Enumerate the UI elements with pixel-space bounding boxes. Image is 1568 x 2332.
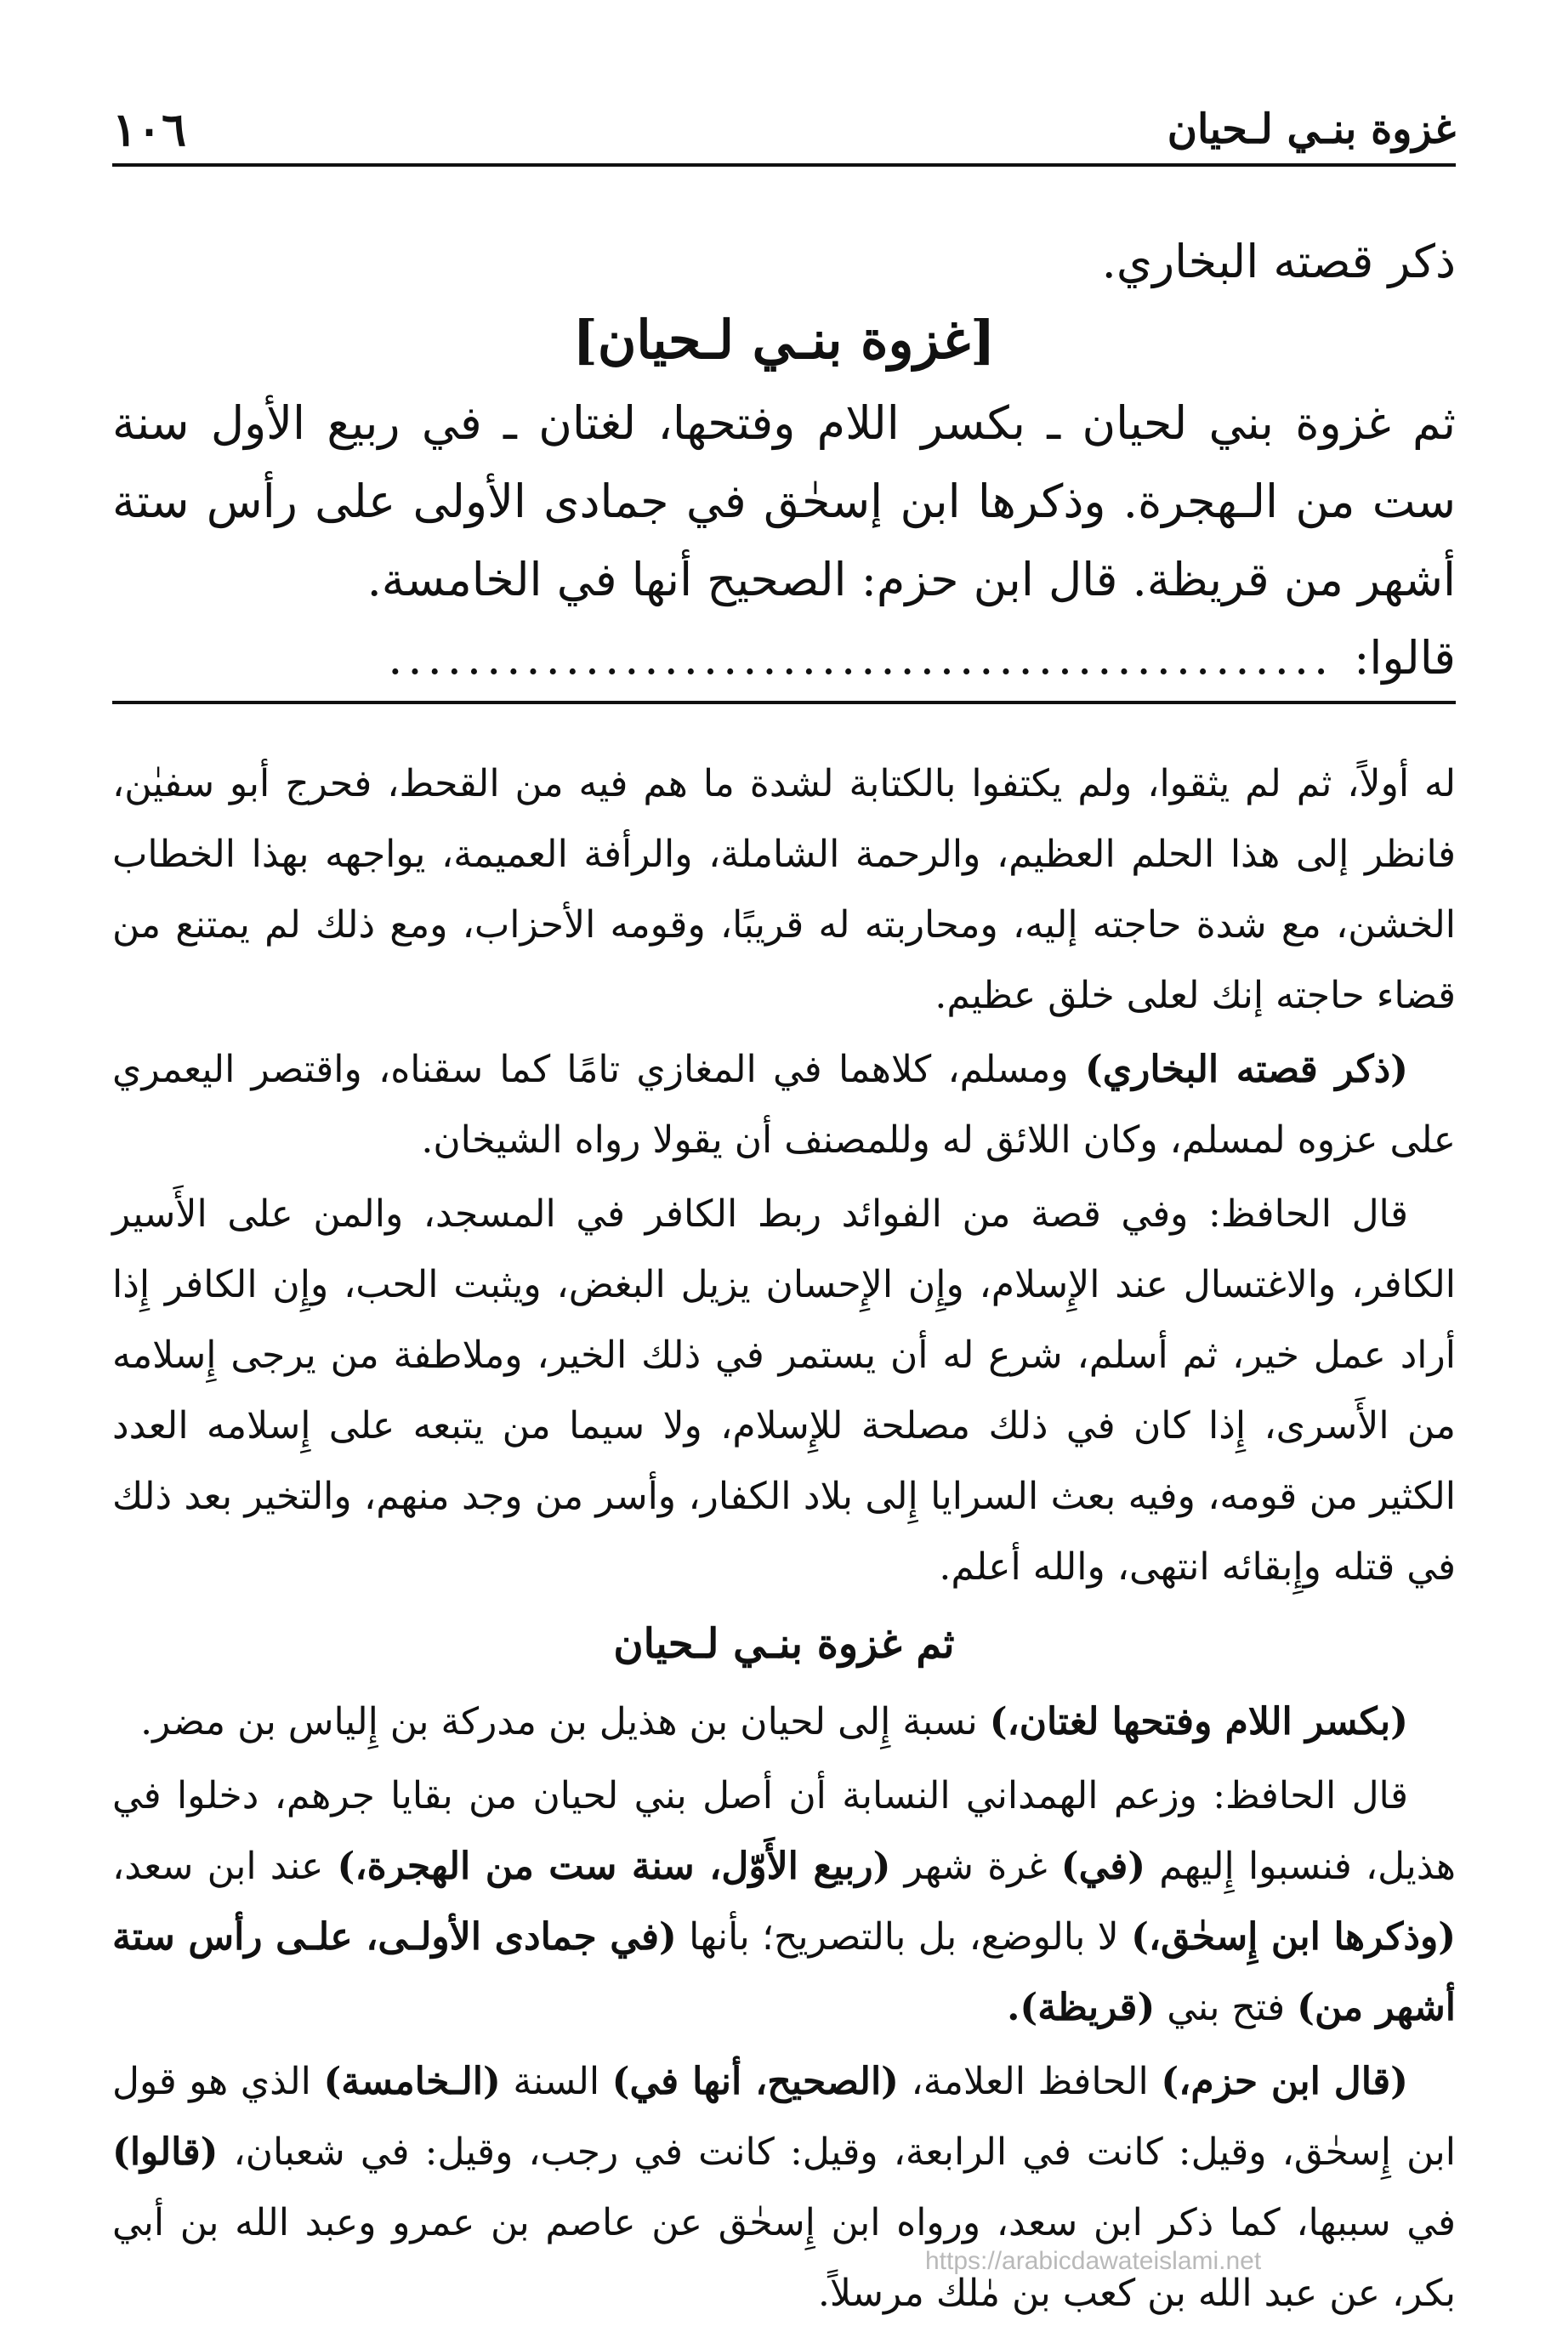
commentary-paragraph: له أولاً، ثم لم يثقوا، ولم يكتفوا بالكتابة لشدة ما هم فيه من القحط، فحرج أبو سفيٰن، فانظر إلى هذا الحلم العظيم، والرحمة الشاملة، والرأفة العميمة، يواجهه بهذا الخطاب الخشن، مع شدة حاجته إليه، ومحاربته له قريبًا، وقومه الأحزاب، ومع ذلك لم يمتنع من قضاء حاجته إنك لعلى خلق عظيم. bbox=[112, 762, 1456, 1017]
quoted-matn: (الـخامسة) bbox=[323, 2060, 501, 2103]
matn-line: ذكر قصته البخاري. bbox=[1101, 235, 1456, 288]
page-header bbox=[112, 95, 1456, 167]
commentary-text: غرة شهر bbox=[890, 1845, 1061, 1888]
commentary-paragraph bbox=[112, 1034, 1456, 1175]
commentary-paragraph: قال الحافظ: وفي قصة من الفوائد ربط الكافر في المسجد، والمن على الأَسير الكافر، والاغتسال عند الإِسلام، وإِن الإِحسان يزيل البغض، ويثبت الحب، وإِن الكافر إِذا أراد عمل خير، ثم أسلم، شرع له أن يستمر في ذلك الخير، وملاطفة من يرجى إِسلامه من الأَسرى، إِذا كان في ذلك مصلحة للإِسلام، ولا سيما من يتبعه على إِسلامه العدد الكثير من قومه، وفيه بعث السرايا إِلى بلاد الكفار، وأسر من وجد منهم، والتخير بعد ذلك في قتله وإِبقائه انتهى، والله أعلم. bbox=[112, 1192, 1456, 1589]
quoted-matn: (الصحيح، أنها في) bbox=[611, 2060, 899, 2103]
quoted-matn: (ذكر قصته البخاري) bbox=[1084, 1048, 1408, 1091]
commentary-text: عند ابن سعد، bbox=[112, 1845, 338, 1888]
running-title: غزوة بنـي لـحيان bbox=[1167, 105, 1456, 153]
quoted-matn: (ربيع الأَوّل، سنة ست من الهجرة،) bbox=[337, 1845, 891, 1888]
quoted-matn: (قالوا) bbox=[112, 2130, 219, 2174]
quoted-matn: (قريظة). bbox=[1007, 1986, 1156, 2029]
quoted-matn: (وذكرها ابن إِسحٰق،) bbox=[1131, 1915, 1457, 1959]
quoted-matn: (في) bbox=[1060, 1845, 1146, 1888]
qalu-label: قالوا: bbox=[1354, 631, 1456, 685]
commentary-text: ومسلم، كلاهما في المغازي تامًا كما سقناه، واقتصر اليعمري على عزوه لمسلم، وكان اللائق له وللمصنف أن يقولا رواه الشيخان. bbox=[112, 1048, 1456, 1162]
watermark: https://arabicdawateislami.net bbox=[925, 2247, 1262, 2275]
main-text bbox=[112, 223, 1456, 697]
continuation-line bbox=[112, 619, 1456, 697]
commentary-text: فتح بني bbox=[1155, 1986, 1298, 2029]
matn-paragraph: ثم غزوة بني لحيان ـ بكسر اللام وفتحها، لغتان ـ في ربيع الأول سنة ست من الـهجرة. وذكرها ابن إسحٰق في جمادى الأولى على رأس ستة أشهر من قريظة. قال ابن حزم: الصحيح أنها في الخامسة. bbox=[112, 396, 1456, 606]
commentary-text: الذي هو قول ابن إِسحٰق، وقيل: كانت في الرابعة، وقيل: كانت في رجب، وقيل: في شعبان، bbox=[112, 2060, 1456, 2174]
quoted-matn: (قال ابن حزم،) bbox=[1161, 2060, 1408, 2103]
commentary-text: السنة bbox=[500, 2060, 612, 2103]
dotted-leader: ................................................ bbox=[388, 631, 1334, 685]
section-title: [غزوة بنـي لـحيان] bbox=[572, 309, 996, 371]
commentary-paragraph bbox=[112, 1760, 1456, 2043]
commentary-subheading: ثم غزوة بنـي لـحيان bbox=[613, 1620, 955, 1668]
commentary-paragraph bbox=[112, 1686, 1456, 1757]
commentary-text: نسبة إِلى لحيان بن هذيل بن مدركة بن إِلياس بن مضر. bbox=[140, 1700, 990, 1743]
commentary-text: الحافظ العلامة، bbox=[898, 2060, 1162, 2103]
quoted-matn: (بكسر اللام وفتحها لغتان،) bbox=[989, 1700, 1408, 1743]
quoted-matn: (في جمادى الأولـى، علـى رأس ستة أشهر من) bbox=[112, 1915, 1456, 2029]
commentary-text: قال الحافظ: وزعم الهمداني النسابة أن أصل بني لحيان من بقايا جرهم، دخلوا في هذيل، فنسبوا إِليهم bbox=[112, 1774, 1456, 1888]
commentary-text: في سببها، كما ذكر ابن سعد، ورواه ابن إِسحٰق عن عاصم بن عمرو وعبد الله بن أبي بكر، عن عبد الله بن كعب بن مٰلك مرسلاً. bbox=[112, 2201, 1456, 2315]
page-number: ١٠٦ bbox=[112, 102, 187, 156]
separator-rule bbox=[112, 701, 1456, 704]
commentary-text: لا بالوضع، بل بالتصريح؛ بأنها bbox=[676, 1915, 1132, 1959]
commentary-paragraph bbox=[112, 2046, 1456, 2329]
commentary bbox=[112, 748, 1456, 2332]
